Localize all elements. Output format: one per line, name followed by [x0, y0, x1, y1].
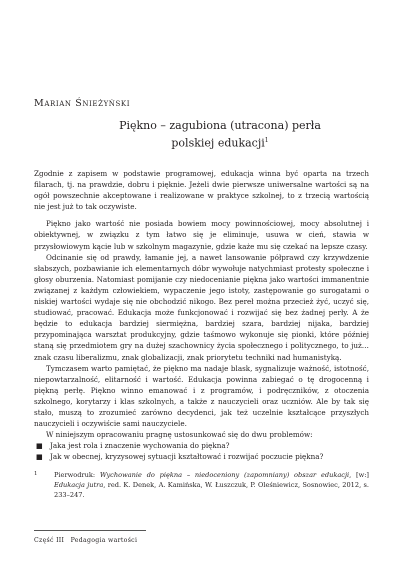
author-name: Marian Śnieżyński: [34, 98, 131, 109]
footnote-text: [34, 470, 369, 500]
chapter-title-line-2-text: polskiej edukacji: [171, 136, 265, 150]
running-footer: [34, 537, 141, 544]
footnote-marker: 1: [264, 137, 269, 144]
paragraph-5: W niniejszym opracowaniu pragnę ustosunkować się do dwu problemów:: [46, 430, 313, 440]
bullet-icon: ■: [36, 452, 43, 462]
list-item: [34, 451, 369, 462]
body-text: [34, 168, 369, 462]
footnote-book: Edukacja jutra: [54, 481, 104, 489]
footnote-prefix: Pierwodruk:: [54, 471, 100, 479]
bullet-list: [34, 440, 369, 462]
bullet-icon: ■: [36, 441, 43, 451]
footnote-suffix: , red. K. Denek, A. Kamińska, W. Łuszczuk, P. Oleśniewicz, Sosnowiec, 2012, s. 233–247.: [54, 481, 369, 499]
footer-section: Pedagogia wartości: [70, 537, 138, 544]
paragraph-1: Zgodnie z zapisem w podstawie programowej, edukacja winna być oparta na trzech filarach, tj. na prawdzie, dobru i pięknie. Jeżeli dwie pierwsze uniwersalne wartości są na ogół powszechnie akceptowane i realizowane w praktyce szkolnej, to z trzecią wartością nie jest już to tak oczywiste.: [34, 169, 369, 212]
chapter-title-line-2: [60, 133, 380, 151]
paragraph-2: Piękno jako wartość nie posiada bowiem mocy powinnościowej, mocy absolutnej i obiektywnej, w związku z tym łatwo się je eliminuje, usuwa w cień, stawia w przysłowiowym kącie lub w szkolnym magazynie, gdzie każe mu się czekać na lepsze czasy.: [34, 219, 369, 251]
list-item: [34, 440, 369, 451]
bullet-text-2: Jak w obecnej, kryzysowej sytuacji kształtować i rozwijać poczucie piękna?: [50, 452, 324, 462]
footnote: [34, 470, 369, 500]
footnote-number: 1: [34, 471, 38, 477]
footnote-middle: , [w:]: [349, 471, 370, 479]
paragraph-4: Tymczasem warto pamiętać, że piękno ma nadaje blask, sygnalizuje ważność, istotność, niepowtarzalność, elitarność i wartość. Edukacja powinna zabiegać o tę drogocenną i piękną perłę. Piękno winno emanować i z programów, i podręczników, z otoczenia szkolnego, korytarzy i klas szkolnych, a także z nauczycieli oraz uczniów. Ale by tak się stało, muszą to zrozumieć zarówno decydenci, jak też uczelnie kształcące przyszłych nauczycieli i oczywiście sami nauczyciele.: [34, 363, 369, 429]
footer-divider: [34, 530, 146, 531]
paragraph-3: Odcinanie się od prawdy, łamanie jej, a nawet lansowanie półprawd czy krzywdzenie słabszych, pozbawianie ich elementarnych dóbr wywołuje natychmiast protesty społeczne i głosy oburzenia. Natomiast pomijanie czy niedocenianie piękna jako wartości immanentnie związanej z każdym człowiekiem, wypaczenie jego istoty, zastępowanie go surogatami o niskiej wartości wydaje się nie obchodzić nikogo. Bez pereł można przecież żyć, uczyć się, studiować, pracować. Edukacja może funkcjonować i rozwijać się bez żadnej perły. A że będzie to edukacja bardziej siermiężna, bardziej szara, bardziej nijaka, bardziej przypominająca warsztat produkcyjny, gdzie taśmowo wykonuje się pionki, które później staną się przedmiotem gry na dużej szachownicy życia społecznego i politycznego, to już… znak czasu liberalizmu, znak globalizacji, znak priorytetu techniki nad humanistyką.: [34, 252, 369, 362]
chapter-title: [60, 118, 380, 151]
bullet-text-1: Jaka jest rola i znaczenie wychowania do piękna?: [50, 441, 230, 451]
footer-part: Część III: [34, 537, 65, 544]
footnote-title: Wychowanie do piękna – niedoceniony (zapomniany) obszar edukacji: [99, 471, 350, 479]
chapter-title-line-1: Piękno – zagubiona (utracona) perła: [119, 119, 321, 132]
